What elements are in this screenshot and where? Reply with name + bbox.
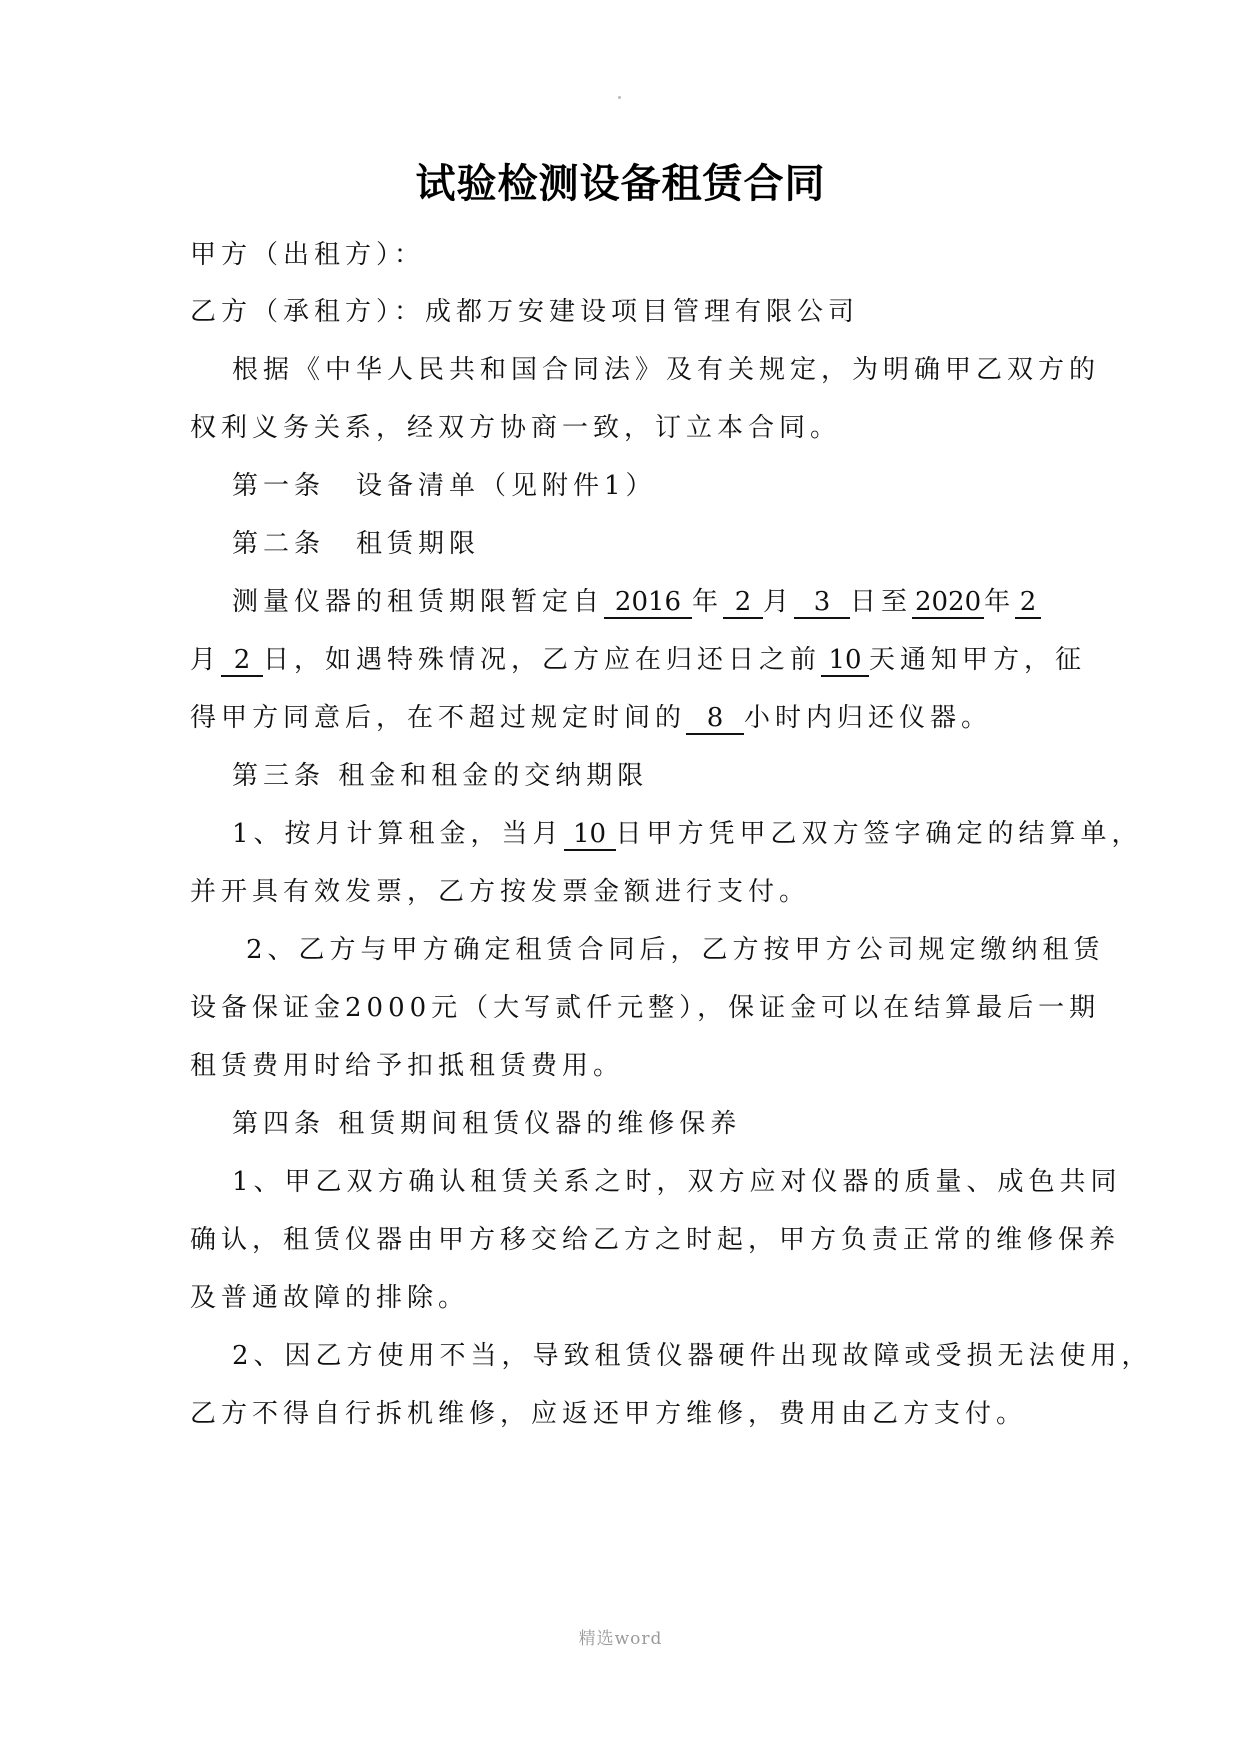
preamble-line-1: 根据《中华人民共和国合同法》及有关规定，为明确甲乙双方的 [232, 355, 1101, 385]
term-text-h: 天通知甲方，征 [869, 645, 1087, 675]
rent-line-4: 设备保证金2000元（大写贰仟元整），保证金可以在结算最后一期 [190, 993, 1101, 1023]
start-month-field: 2 [723, 587, 763, 619]
document-title: 试验检测设备租赁合同 [415, 161, 826, 207]
term-text-a: 测量仪器的租赁期限暂定自 [232, 587, 605, 617]
term-text-f: 月 [190, 645, 222, 675]
maint-line-5: 乙方不得自行拆机维修，应返还甲方维修，费用由乙方支付。 [190, 1399, 1028, 1429]
party-b-line: 乙方（承租方）：成都万安建设项目管理有限公司 [190, 297, 860, 327]
maint-line-1: 1、甲乙双方确认租赁关系之时，双方应对仪器的质量、成色共同 [232, 1167, 1122, 1197]
header-dot [618, 96, 621, 99]
end-year-field: 2020 [912, 587, 984, 619]
preamble-line-2: 权利义务关系，经双方协商一致，订立本合同。 [190, 413, 842, 443]
term-text-g: 日，如遇特殊情况，乙方应在归还日之前 [263, 645, 822, 675]
end-month-field: 2 [1015, 587, 1041, 619]
maint-line-2: 确认，租赁仪器由甲方移交给乙方之时起，甲方负责正常的维修保养 [190, 1225, 1121, 1255]
term-text-e: 年 [984, 587, 1016, 617]
rent-text-1a: 1、按月计算租金，当月 [232, 819, 564, 849]
rent-day-field: 10 [564, 819, 616, 851]
rent-line-1 [232, 816, 1143, 852]
party-a-line: 甲方（出租方）： [190, 240, 426, 270]
term-text-i: 得甲方同意后，在不超过规定时间的 [190, 703, 687, 733]
rent-line-2: 并开具有效发票，乙方按发票金额进行支付。 [190, 877, 811, 907]
term-text-c: 月 [763, 587, 795, 617]
maint-line-3: 及普通故障的排除。 [190, 1283, 470, 1313]
notice-days-field: 10 [821, 645, 869, 677]
start-year-field: 2016 [604, 587, 692, 619]
end-day-field: 2 [221, 645, 263, 677]
start-day-field: 3 [794, 587, 850, 619]
term-line-3 [190, 700, 992, 736]
article-1-heading: 第一条 设备清单（见附件1） [232, 471, 657, 501]
term-text-b: 年 [692, 587, 724, 617]
term-text-d: 日至 [850, 587, 913, 617]
article-4-heading: 第四条 租赁期间租赁仪器的维修保养 [232, 1109, 742, 1139]
term-text-j: 小时内归还仪器。 [744, 703, 993, 733]
return-hours-field: 8 [686, 703, 744, 735]
rent-line-5: 租赁费用时给予扣抵租赁费用。 [190, 1051, 625, 1081]
article-2-heading: 第二条 租赁期限 [232, 529, 481, 559]
term-line-1 [232, 584, 1041, 620]
maint-line-4: 2、因乙方使用不当，导致租赁仪器硬件出现故障或受损无法使用， [232, 1341, 1153, 1371]
article-3-heading: 第三条 租金和租金的交纳期限 [232, 761, 649, 791]
rent-text-1b: 日甲方凭甲乙双方签字确定的结算单， [615, 819, 1143, 849]
page-footer: 精选word [578, 1629, 663, 1649]
rent-line-3: 2、乙方与甲方确定租赁合同后，乙方按甲方公司规定缴纳租赁 [246, 935, 1105, 965]
term-line-2 [190, 642, 1086, 678]
